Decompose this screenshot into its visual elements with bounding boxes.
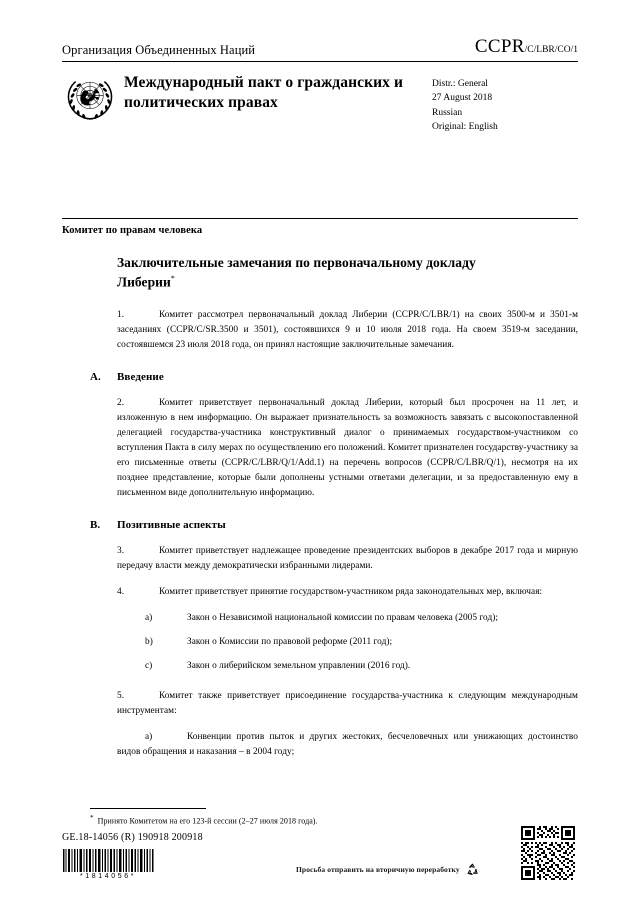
list-item xyxy=(117,611,578,626)
paragraph xyxy=(117,544,578,574)
paragraph xyxy=(117,689,578,719)
list-item-text: Конвенции против пыток и других жестоких, бесчеловечных или унижающих достоинство видов обращения и наказания – в 2004 году; xyxy=(117,731,578,757)
section-title: Позитивные аспекты xyxy=(117,519,226,532)
organization-name: Организация Объединенных Наций xyxy=(62,43,256,58)
page-title xyxy=(117,254,517,292)
list-item-letter: a) xyxy=(145,613,153,624)
masthead xyxy=(62,36,578,135)
recycling-symbol-icon xyxy=(465,862,480,877)
paragraph-text: Комитет приветствует надлежащее проведение президентских выборов в декабре 2017 года и мирную передачу власти между демократически избранными лидерами. xyxy=(117,546,578,572)
paragraph xyxy=(117,396,578,501)
distribution-language: Russian xyxy=(432,107,463,118)
instrument-title: Международный пакт о гражданских и политических правах xyxy=(124,74,404,112)
section-heading-positive-aspects xyxy=(90,519,578,531)
job-number: GE.18-14056 (R) 190918 200918 xyxy=(62,832,203,843)
list-item-letter: c) xyxy=(145,661,153,672)
distribution-type: Distr.: General xyxy=(432,79,488,89)
barcode xyxy=(62,849,154,880)
masthead-top-row xyxy=(62,36,578,60)
paragraph-text: Комитет также приветствует присоединение государства-участника к следующим международным инструментам: xyxy=(117,690,578,716)
masthead-body xyxy=(62,73,578,135)
document-symbol xyxy=(475,36,578,58)
document-content xyxy=(62,225,578,769)
section-letter: A. xyxy=(90,370,101,383)
document-symbol-main: CCPR xyxy=(474,36,525,57)
list-item-text: Закон о Независимой национальной комиссии по правам человека (2005 год); xyxy=(187,613,499,624)
list-item xyxy=(117,635,578,650)
paragraph-text: Комитет рассмотрел первоначальный доклад Либерии (CCPR/C/LBR/1) на своих 3500-м и 3501-м заседаниях (CCPR/C/SR.3500 и 3501), состоявшихся 9 и 10 июля 2018 года. На своем 3519-м заседании, состоявшемся 23 июля 2018 года, он принял настоящие заключительные замечания. xyxy=(117,309,578,350)
list-item-text: Закон о Комиссии по правовой реформе (2011 год); xyxy=(187,637,393,648)
paragraph-number: 5. xyxy=(117,690,125,701)
paragraph-number: 4. xyxy=(117,587,125,598)
footnote-marker: * xyxy=(90,814,94,822)
recycle-text: Просьба отправить на вторичную переработку xyxy=(296,865,460,874)
footnote-rule xyxy=(90,808,206,809)
list-item xyxy=(117,659,578,674)
distribution-original: Original: English xyxy=(432,122,498,133)
paragraph-number: 1. xyxy=(117,309,125,320)
paragraph-text: Комитет приветствует принятие государством-участником ряда законодательных мер, включая: xyxy=(159,587,543,598)
committee-name: Комитет по правам человека xyxy=(62,225,203,236)
paragraph-text: Комитет приветствует первоначальный доклад Либерии, который был просрочен на 11 лет, и изложенную в нем информацию. Он выражает признательность за возможность завязать с высокопоставленной делегацией государства-участника конструктивный диалог о принимаемых государством-участником со вступления Пакта в силу мерах по осуществлению его положений. Комитет признателен государству-участнику за его письменные ответы (CCPR/C/LBR/Q/1/Add.1) на перечень вопросов (CCPR/C/LBR/Q/1), несмотря на их позднее представление, которые были дополнены устными ответами делегации, и за предоставленную ему в письменном виде дополнительную информацию. xyxy=(117,397,578,499)
list-item-letter: b) xyxy=(145,637,153,648)
distribution-date: 27 August 2018 xyxy=(432,93,493,104)
barcode-label: *1814056* xyxy=(79,873,137,880)
page-title-footnote-marker: * xyxy=(170,273,175,283)
paragraph xyxy=(117,585,578,600)
recycle-notice xyxy=(296,862,480,877)
masthead-rule xyxy=(62,61,578,62)
distribution-block xyxy=(432,77,560,135)
paragraph-number: 3. xyxy=(117,546,125,557)
section-letter: B. xyxy=(90,519,101,532)
header-separator-rule xyxy=(62,218,578,219)
list-item-text: Закон о либерийском земельном управлении (2016 год). xyxy=(187,661,411,672)
footnote-text: Принято Комитетом на его 123-й сессии (2–27 июля 2018 года). xyxy=(97,816,318,826)
list-item-letter: a) xyxy=(145,731,153,742)
section-title: Введение xyxy=(117,370,164,383)
paragraph-number: 2. xyxy=(117,397,125,408)
paragraph xyxy=(117,308,578,353)
document-symbol-suffix: /C/LBR/CO/1 xyxy=(524,45,578,55)
un-emblem xyxy=(64,75,116,121)
qr-code xyxy=(519,824,577,882)
footnote xyxy=(90,814,578,827)
list-item xyxy=(117,730,578,760)
page-title-text: Заключительные замечания по первоначальному докладу Либерии xyxy=(117,255,476,290)
section-heading-introduction xyxy=(90,371,578,383)
footnote-area xyxy=(62,808,578,827)
